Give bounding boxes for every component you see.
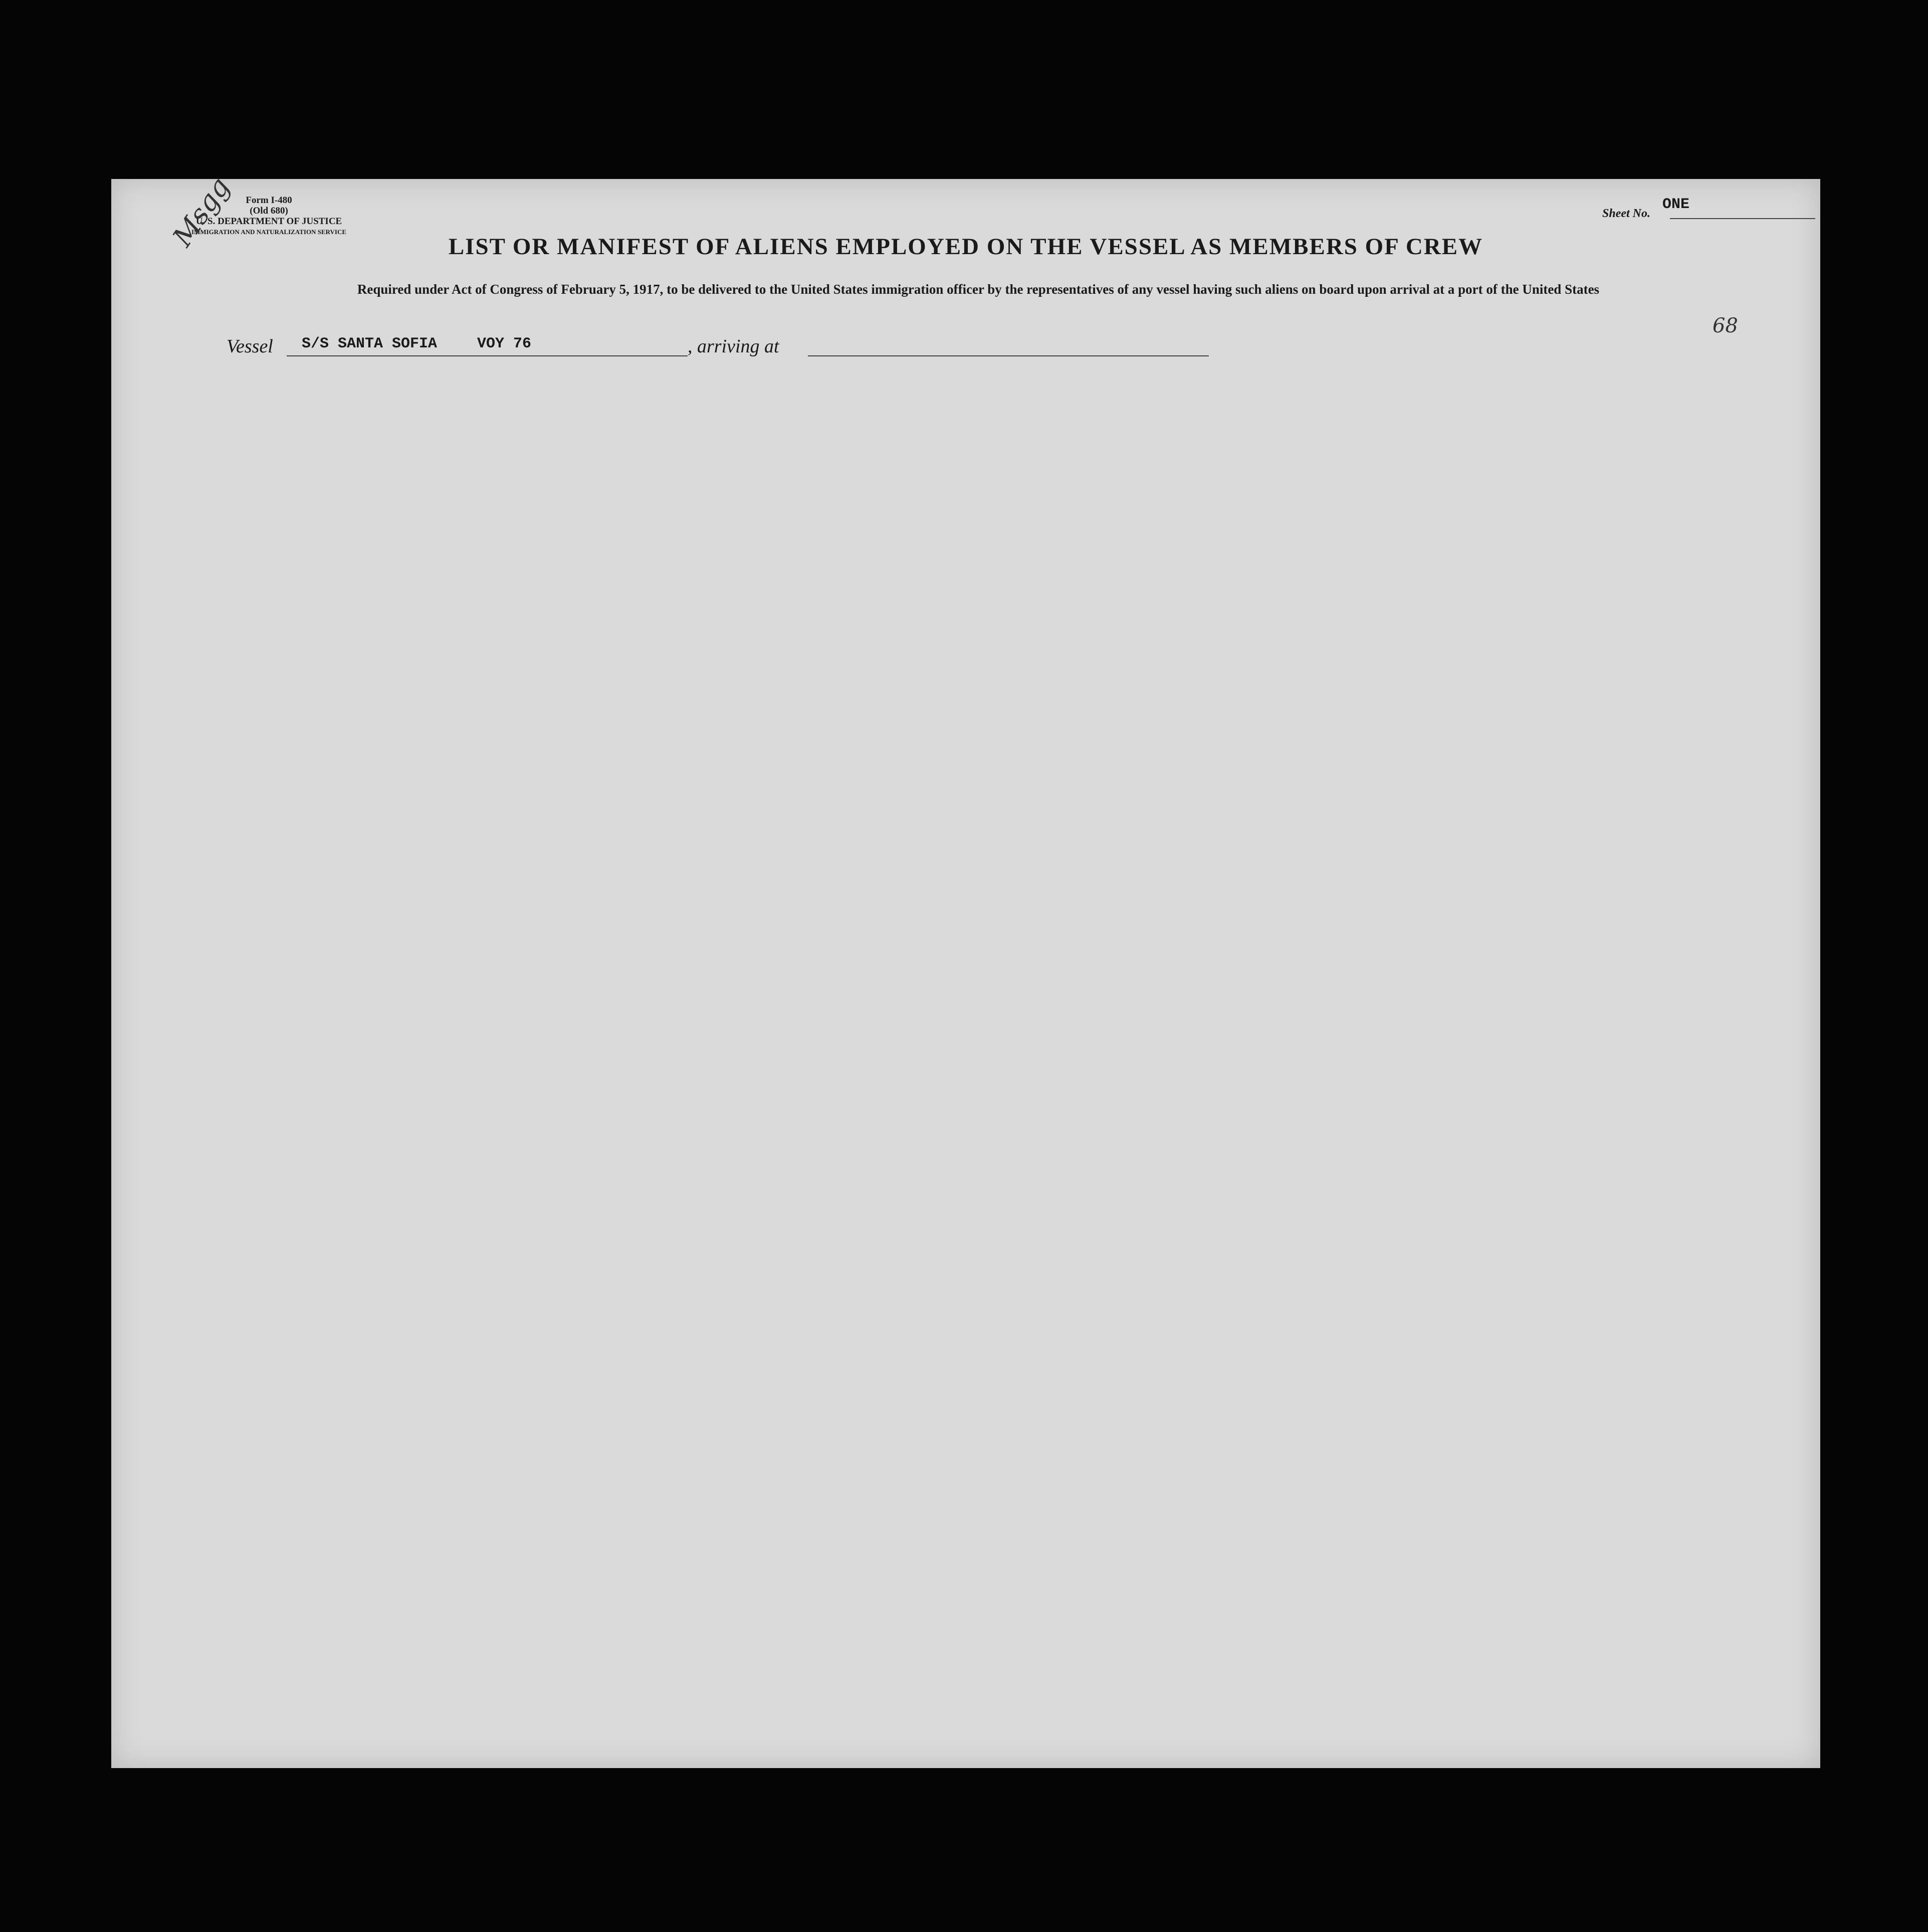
manifest-sheet [111, 171, 1820, 1768]
vessel-label: Vessel [227, 336, 273, 357]
service-name: IMMIGRATION AND NATURALIZATION SERVICE [191, 228, 347, 236]
vessel-name: S/S SANTA SOFIA [302, 335, 438, 352]
form-number: Form I-480 [246, 195, 292, 206]
page-title: LIST OR MANIFEST OF ALIENS EMPLOYED ON THE VESSEL AS MEMBERS OF CREW [448, 234, 1483, 260]
page-subtitle: Required under Act of Congress of February 5, 1917, to be delivered to the United States immigration officer by the representatives of any vessel having such aliens on board upon arrival at a port of the United States [357, 282, 1600, 297]
vessel-underline [287, 355, 688, 356]
old-form-number: (Old 680) [250, 206, 288, 216]
sheet-underline [1670, 218, 1815, 219]
arriving-label: , arriving at [688, 336, 779, 357]
arriving-underline [808, 355, 1209, 356]
sheet-label: Sheet No. [1602, 207, 1650, 220]
voyage-number: VOY 76 [477, 335, 532, 352]
sheet-number: ONE [1662, 196, 1690, 213]
margin-scribble: Msgg [166, 171, 236, 253]
page-number: 68 [1712, 314, 1738, 337]
department-name: U. S. DEPARTMENT OF JUSTICE [195, 216, 342, 227]
